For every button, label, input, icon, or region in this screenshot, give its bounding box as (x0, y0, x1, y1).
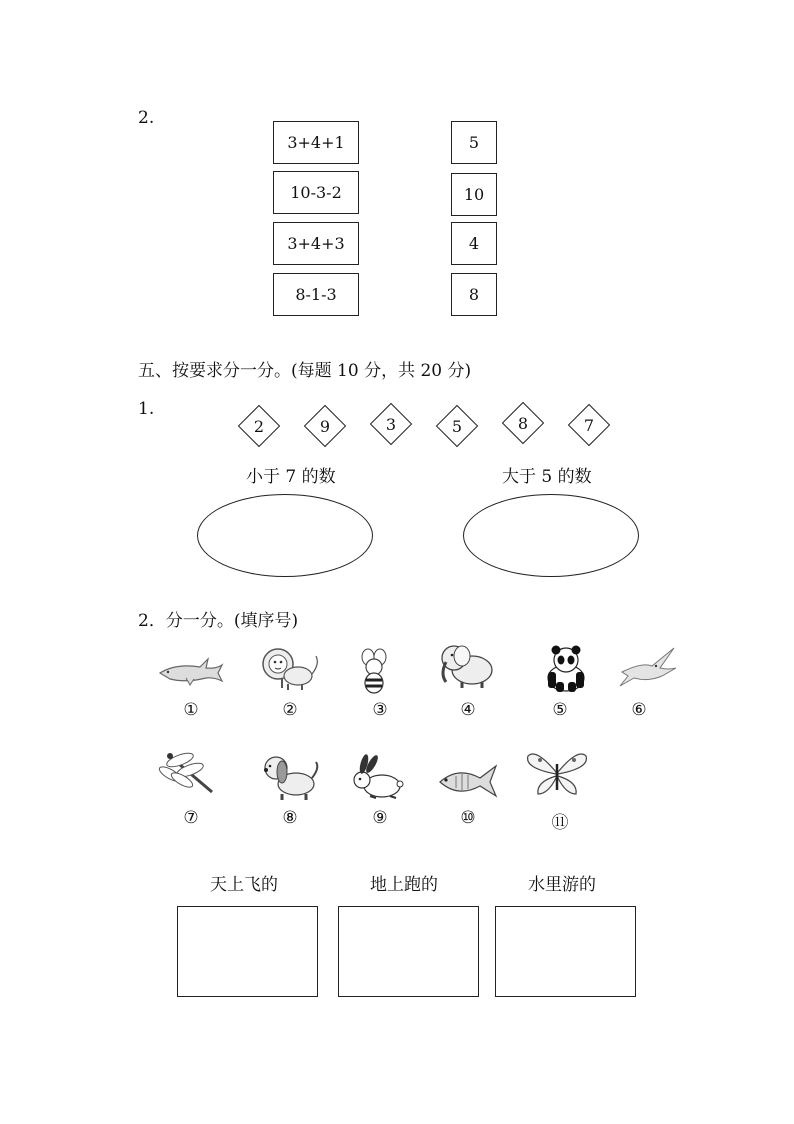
animal-number: ② (282, 700, 298, 720)
rabbit-icon (344, 752, 414, 804)
animal-number: ⑪ (551, 813, 569, 833)
animal-number: ⑦ (183, 808, 199, 828)
result-box[interactable]: 4 (451, 222, 497, 265)
result-box[interactable]: 5 (451, 121, 497, 164)
answer-box-water[interactable] (495, 906, 636, 997)
animal-number: ⑨ (372, 808, 388, 828)
result-box[interactable]: 8 (451, 273, 497, 316)
question-number: 1. (138, 399, 155, 419)
section-heading: 五、按要求分一分。(每题 10 分，共 20 分) (138, 361, 472, 381)
fish-icon (432, 754, 502, 806)
panda-icon (532, 642, 602, 694)
diamond-number: 8 (517, 413, 529, 433)
animal-number: ⑤ (552, 700, 568, 720)
animal-number: ① (183, 700, 199, 720)
number-diamond[interactable] (434, 403, 480, 449)
category-label-land: 地上跑的 (370, 875, 438, 895)
group-label-left: 小于 7 的数 (246, 467, 336, 487)
swallow-icon (612, 642, 682, 694)
butterfly-icon (522, 748, 592, 800)
group-label-right: 大于 5 的数 (502, 467, 592, 487)
answer-oval-right[interactable] (463, 494, 639, 577)
lion-icon (256, 642, 326, 694)
number-diamond[interactable] (236, 403, 282, 449)
shark-icon (156, 645, 226, 697)
number-diamond[interactable] (368, 401, 414, 447)
answer-box-sky[interactable] (177, 906, 318, 997)
number-diamond[interactable] (500, 400, 546, 446)
diamond-number: 9 (319, 416, 331, 436)
animal-number: ③ (372, 700, 388, 720)
dog-icon (256, 750, 326, 802)
expression-box[interactable]: 3+4+3 (273, 222, 359, 265)
animal-number: ⑩ (460, 808, 476, 828)
diamond-number: 5 (451, 416, 463, 436)
dragonfly-icon (156, 748, 226, 800)
diamond-number: 7 (583, 415, 595, 435)
diamond-number: 2 (253, 416, 265, 436)
elephant-icon (432, 638, 502, 690)
question-number: 2. (138, 108, 155, 128)
bee-icon (344, 645, 414, 697)
animal-number: ⑥ (631, 700, 647, 720)
number-diamond[interactable] (566, 402, 612, 448)
expression-box[interactable]: 10-3-2 (273, 171, 359, 214)
animal-number: ⑧ (282, 808, 298, 828)
animal-number: ④ (460, 700, 476, 720)
expression-box[interactable]: 8-1-3 (273, 273, 359, 316)
diamond-number: 3 (385, 414, 397, 434)
answer-oval-left[interactable] (197, 494, 373, 577)
answer-box-land[interactable] (338, 906, 479, 997)
expression-box[interactable]: 3+4+1 (273, 121, 359, 164)
question-title: 2．分一分。(填序号) (138, 611, 299, 631)
category-label-sky: 天上飞的 (210, 875, 278, 895)
category-label-water: 水里游的 (528, 875, 596, 895)
result-box[interactable]: 10 (451, 173, 497, 216)
number-diamond[interactable] (302, 403, 348, 449)
